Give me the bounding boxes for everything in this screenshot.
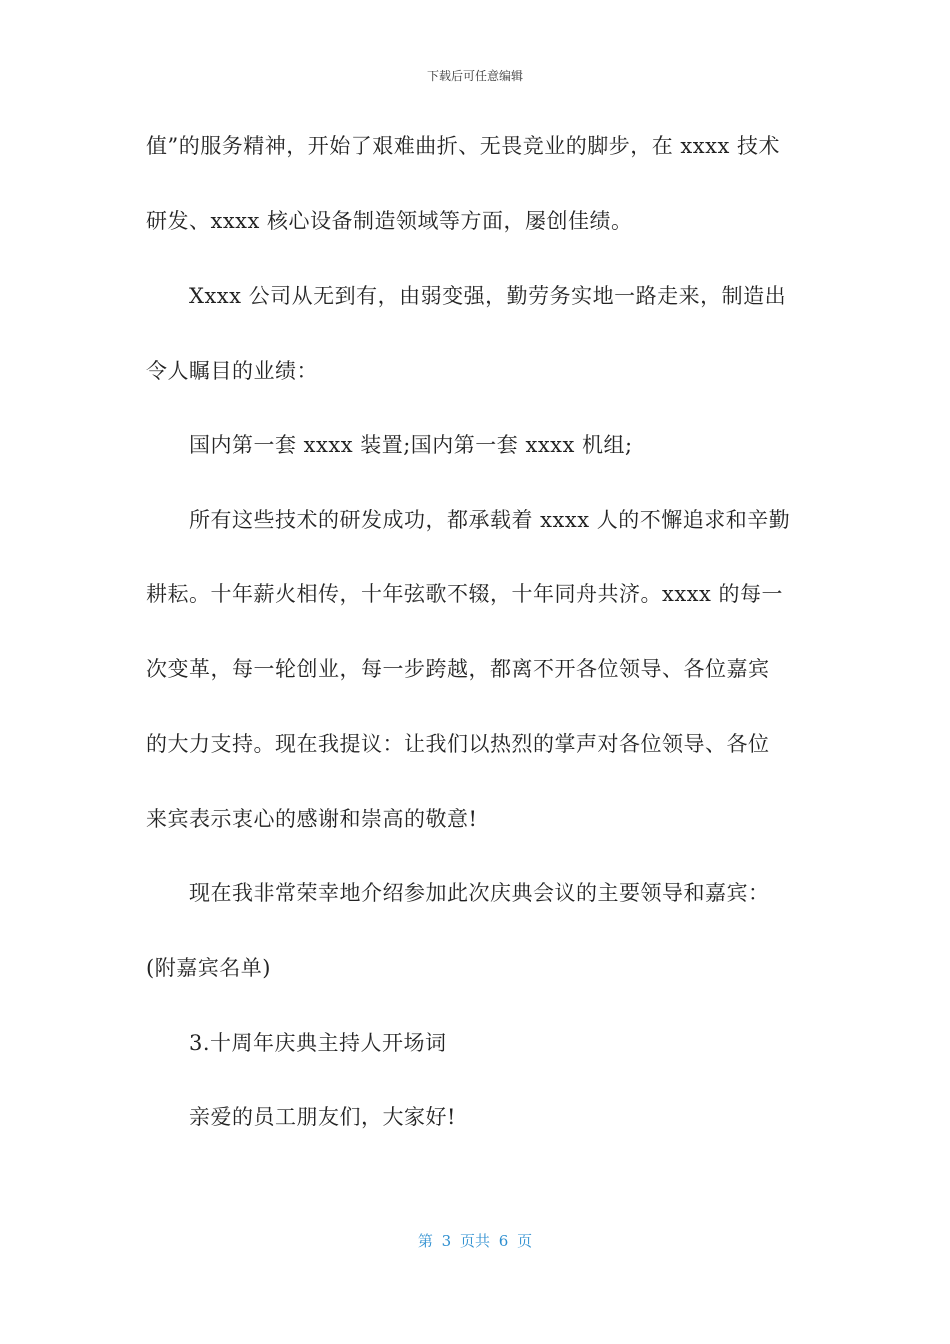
paragraph-line: 的大力支持。现在我提议：让我们以热烈的掌声对各位领导、各位 xyxy=(146,732,770,756)
page-footer: 第 3 页共 6 页 xyxy=(417,1232,533,1250)
section-heading: 3.十周年庆典主持人开场词 xyxy=(189,1031,447,1055)
paragraph-line: 现在我非常荣幸地介绍参加此次庆典会议的主要领导和嘉宾： xyxy=(189,881,770,905)
paragraph-line: 研发、xxxx 核心设备制造领域等方面，屡创佳绩。 xyxy=(146,209,633,233)
paragraph-line: 令人瞩目的业绩： xyxy=(146,359,318,383)
paragraph-line: 来宾表示衷心的感谢和崇高的敬意! xyxy=(146,807,478,831)
paragraph-line: (附嘉宾名单) xyxy=(146,956,271,980)
paragraph-line: Xxxx 公司从无到有，由弱变强，勤劳务实地一路走来，制造出 xyxy=(189,284,787,308)
paragraph-line: 值”的服务精神，开始了艰难曲折、无畏竞业的脚步，在 xxxx 技术 xyxy=(146,134,780,158)
paragraph-line: 所有这些技术的研发成功，都承载着 xxxx 人的不懈追求和辛勤 xyxy=(189,508,791,532)
page-header: 下载后可任意编辑 xyxy=(426,69,523,83)
paragraph-line: 次变革，每一轮创业，每一步跨越，都离不开各位领导、各位嘉宾 xyxy=(146,657,770,681)
paragraph-line: 耕耘。十年薪火相传，十年弦歌不辍，十年同舟共济。xxxx 的每一 xyxy=(146,582,784,606)
paragraph-line: 亲爱的员工朋友们，大家好! xyxy=(189,1105,456,1129)
paragraph-line: 国内第一套 xxxx 装置;国内第一套 xxxx 机组; xyxy=(189,433,633,457)
